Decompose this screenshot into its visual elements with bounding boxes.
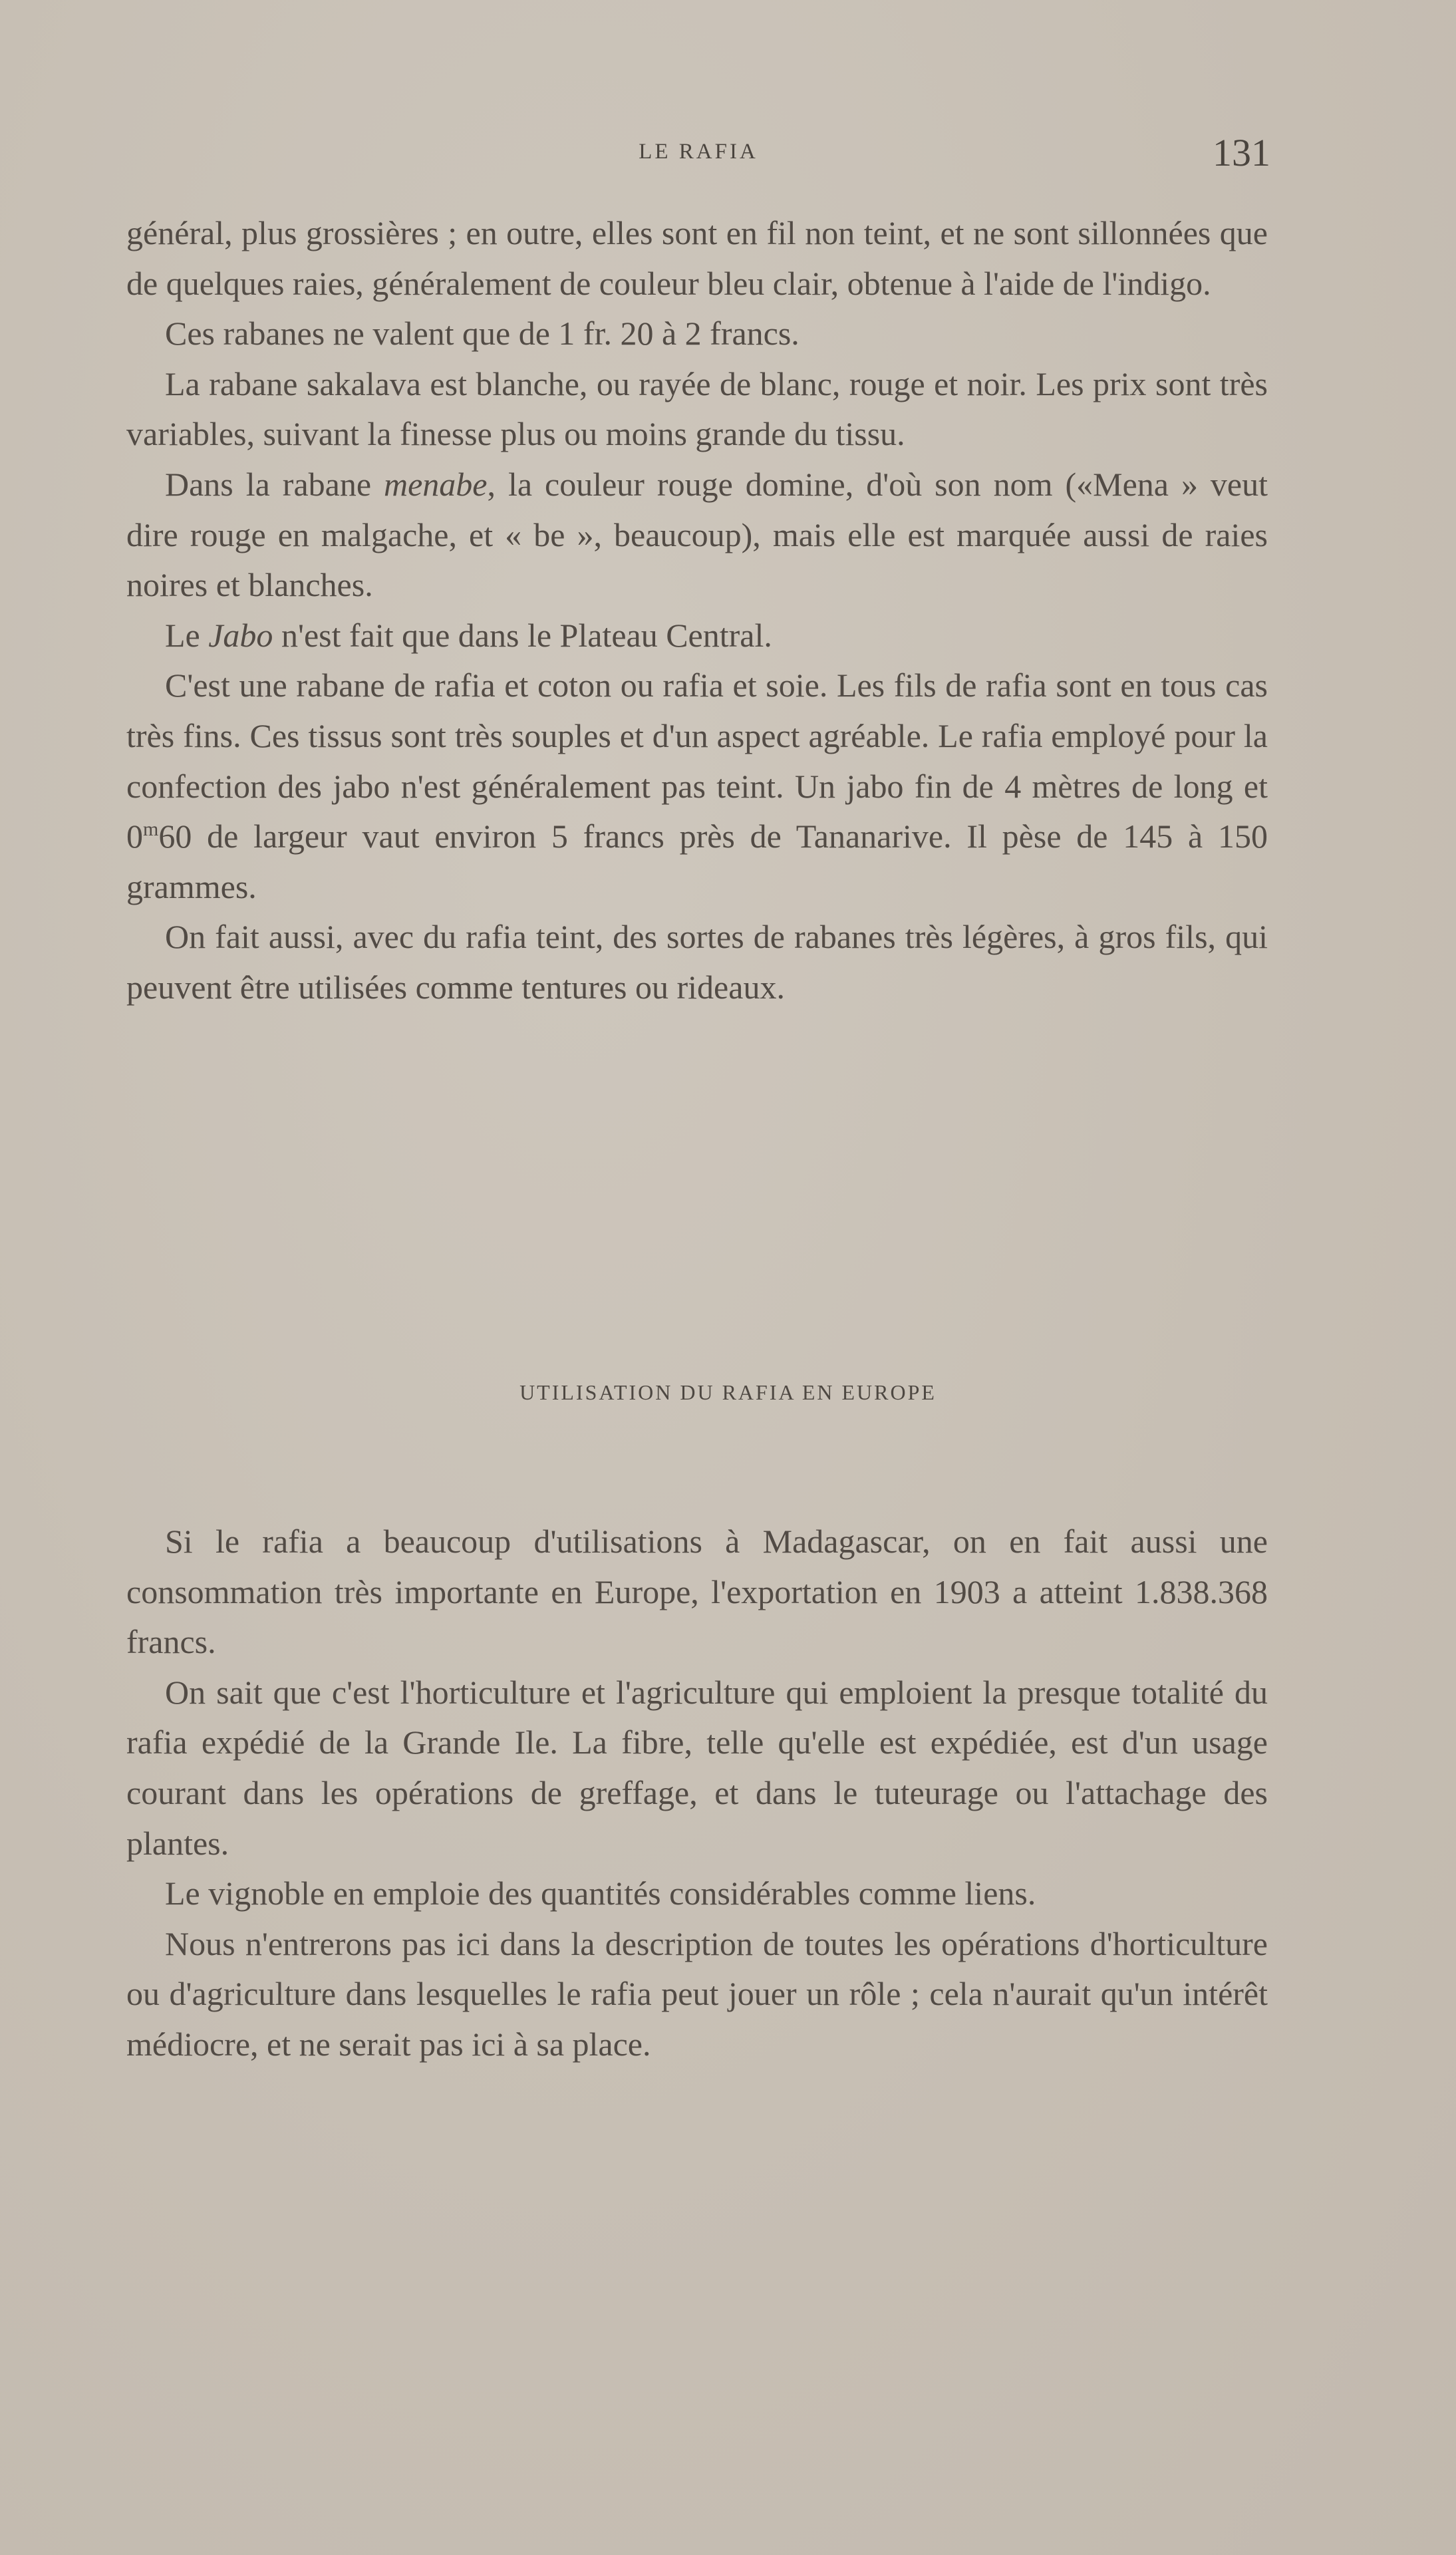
- paragraph-jabo-detail: [126, 661, 1268, 912]
- text-run: Le: [165, 616, 209, 654]
- section-heading: UTILISATION DU RAFIA EN EUROPE: [519, 1380, 937, 1404]
- paragraph-price: Ces rabanes ne valent que de 1 fr. 20 à 2 francs.: [165, 315, 800, 353]
- text-run: n'est fait que dans le Plateau Central.: [273, 616, 772, 654]
- text-run: 60 de largeur vaut environ 5 francs près de Tananarive. Il pèse de 145 à 150 grammes.: [126, 818, 1268, 905]
- text-run: Dans la rabane: [165, 465, 384, 503]
- paragraph-export: Si le rafia a beaucoup d'utilisations à Madagascar, on en fait aussi une consommation très importante en Europe, l'exportation en 1903 a atteint 1.838.368 francs.: [126, 1523, 1268, 1661]
- text-run: C'est une rabane de rafia et coton ou rafia et soie. Les fils de rafia sont en tous cas très fins. Ces tissus sont très souples et d'un aspect agréable. Le rafia employé pour la confection des jabo n'est généralement pas teint. Un jabo fin de 4 mètres de long et 0: [126, 667, 1268, 855]
- paragraph-closing: Nous n'entrerons pas ici dans la description de toutes les opérations d'horticulture ou d'agriculture dans lesquelles le rafia peut jouer un rôle ; cela n'aurait qu'un intérêt médiocre, et ne serait pas ici à sa place.: [126, 1924, 1268, 2063]
- page-number: 131: [1213, 131, 1270, 174]
- running-head: [126, 130, 1270, 174]
- paragraph-jabo: [126, 611, 1268, 661]
- body-text-top: [126, 208, 1268, 1013]
- italic-term: Jabo: [208, 616, 273, 654]
- body-text-bottom: [126, 1517, 1268, 2070]
- paragraph-menabe: [126, 460, 1268, 611]
- superscript-unit: m: [143, 818, 159, 841]
- paragraph-vineyard: Le vignoble en emploie des quantités considérables comme liens.: [165, 1875, 1036, 1912]
- paragraph-sakalava: La rabane sakalava est blanche, ou rayée de blanc, rouge et noir. Les prix sont très variables, suivant la finesse plus ou moins grande du tissu.: [126, 365, 1268, 453]
- paragraph-light-rabanes: On fait aussi, avec du rafia teint, des sortes de rabanes très légères, à gros fils, qui peuvent être utilisées comme tentures ou rideaux.: [126, 918, 1268, 1006]
- italic-term: menabe: [384, 465, 488, 503]
- text-run: , la couleur rouge domine, d'où son nom («Mena » veut dire rouge en malgache, et « be », beaucoup), mais elle est marquée aussi de raies noires et blanches.: [126, 465, 1268, 604]
- paragraph-horticulture: On sait que c'est l'horticulture et l'agriculture qui emploient la presque totalité du rafia expédié de la Grande Ile. La fibre, telle qu'elle est expédiée, est d'un usage courant dans les opérations de greffage, et dans le tuteurage ou l'attachage des plantes.: [126, 1673, 1268, 1862]
- running-title: LE RAFIA: [639, 140, 758, 164]
- paragraph-continued: général, plus grossières ; en outre, elles sont en fil non teint, et ne sont sillonnées que de quelques raies, généralement de couleur bleu clair, obtenue à l'aide de l'indigo.: [126, 214, 1268, 302]
